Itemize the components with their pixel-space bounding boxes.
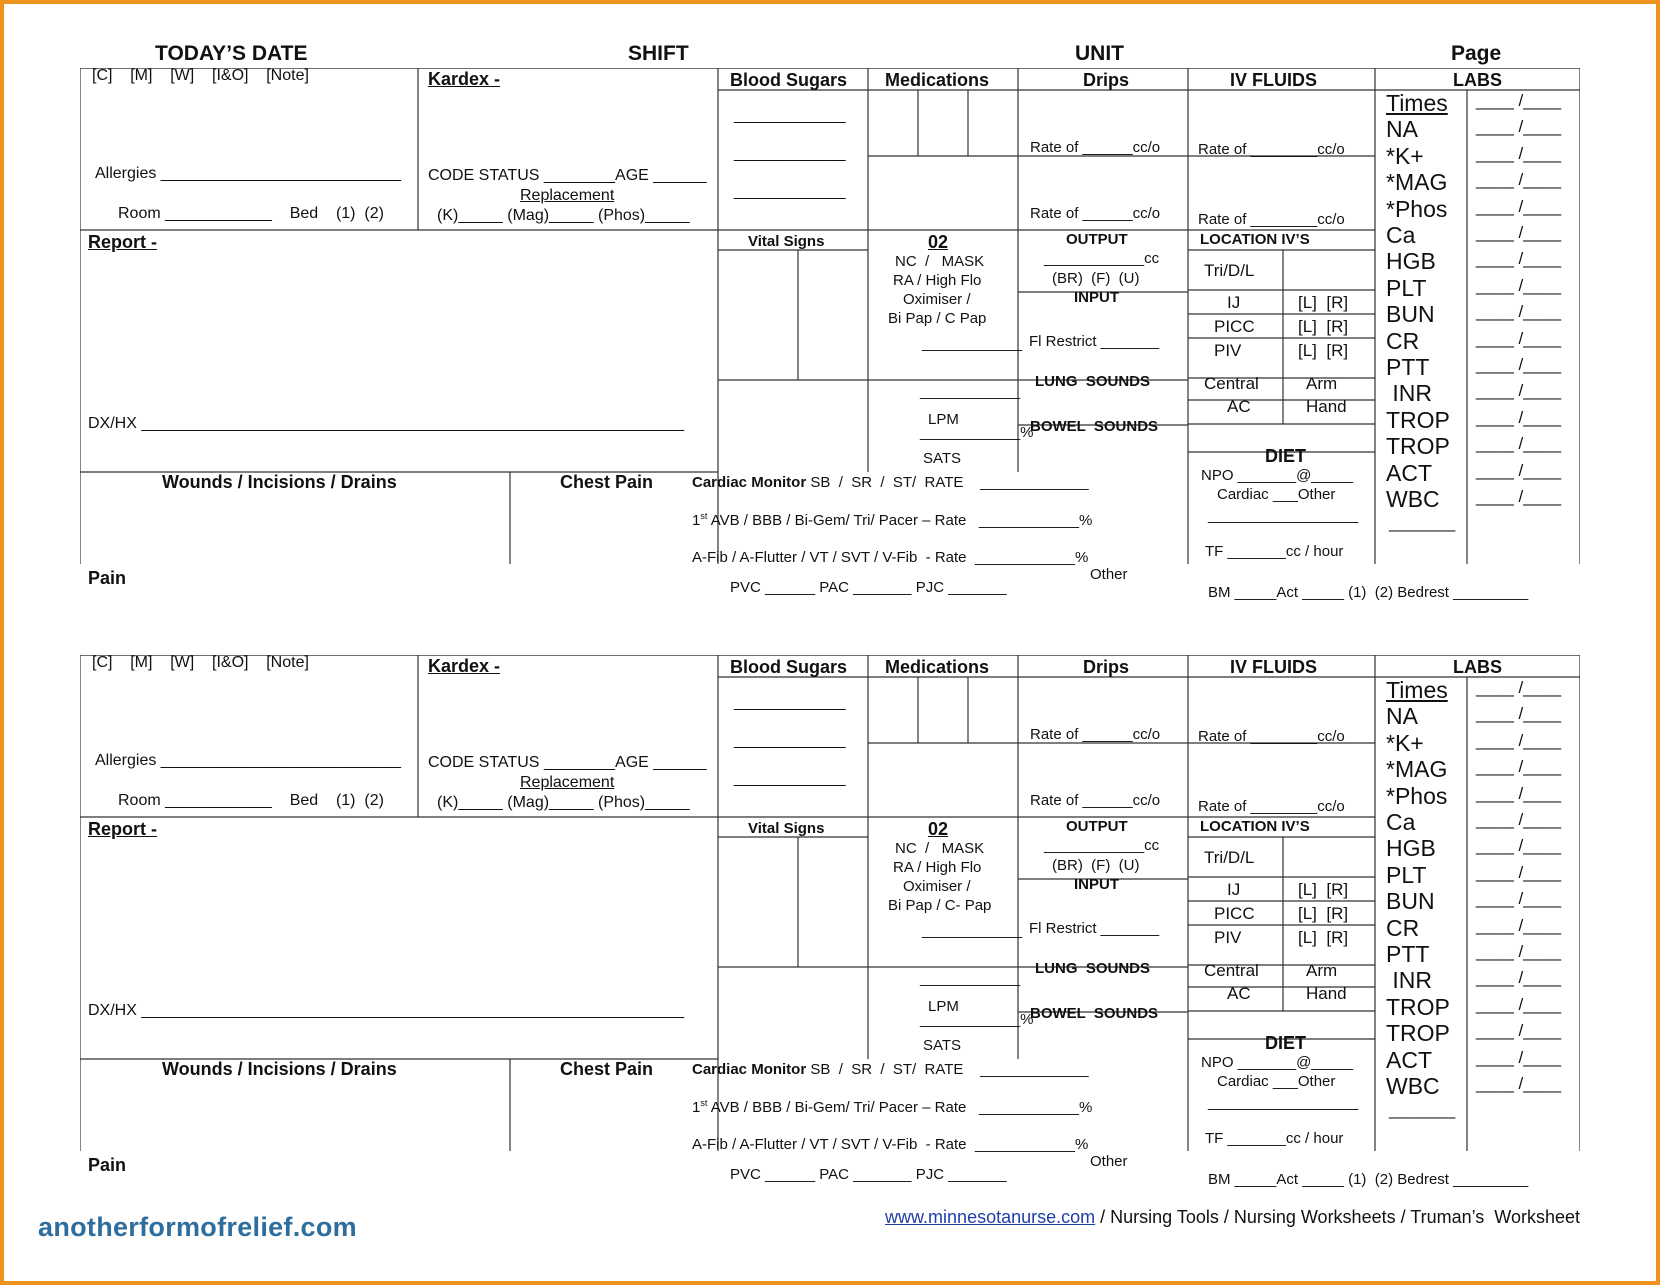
o2-header: 02 [928,232,949,252]
lab-value-slot: ____ /____ [1476,460,1562,480]
lab-value-slot: ____ /____ [1476,302,1562,322]
diet-blank: __________________ [1208,1094,1359,1111]
iv-central: Central [1204,961,1259,980]
diet-header: DIET [1265,1033,1307,1053]
lab-value-slot: ____ /____ [1476,678,1562,697]
lab-ptt: PTT [1386,941,1430,967]
lab-phos: *Phos [1386,195,1448,222]
drip-rate-1: Rate of ______cc/o [1030,139,1161,156]
iv-arm: Arm [1306,374,1338,393]
lab-value-slot: ____ /____ [1476,994,1562,1014]
drips-header: Drips [1083,70,1130,90]
kardex-label: Kardex - [428,656,501,676]
lab-value-slot: ____ /____ [1476,487,1562,506]
iv-site-picc: PICC [1214,317,1255,336]
diet-cardiac: Cardiac ___Other [1217,1073,1336,1090]
lab-na: NA [1386,116,1418,143]
bowel-sounds-label: BOWEL SOUNDS [1030,418,1159,435]
report-label: Report - [88,819,157,839]
output-line: ____________cc [1044,250,1160,267]
lab-plt: PLT [1386,274,1427,301]
o2-line-4: Bi Pap / C Pap [888,310,987,327]
output-types: (BR) (F) (U) [1052,270,1140,287]
diet-header: DIET [1265,446,1307,466]
lab-value-slot: ____ /____ [1476,757,1562,777]
labs-header: LABS [1453,657,1502,677]
diet-cardiac: Cardiac ___Other [1217,486,1336,503]
afib-line: A-Fib / A-Flutter / VT / SVT / V-Fib - Rate ____________% [692,1136,1089,1153]
output-header: OUTPUT [1066,818,1128,835]
pvc-pac-pjc-line: PVC ______ PAC _______ PJC _______ [730,579,1007,596]
chest-pain-label: Chest Pain [560,472,654,492]
lab-phos: *Phos [1386,782,1448,809]
blood-sugar-blank: ______________ [734,732,845,749]
iv-hand: Hand [1306,984,1347,1003]
lab-value-slot: ____ /____ [1476,810,1562,829]
pvc-pac-pjc-line: PVC ______ PAC _______ PJC _______ [730,1166,1007,1183]
lab-value-slot: ____ /____ [1476,1074,1562,1093]
lab-value-slot: ____ /____ [1476,968,1562,988]
drip-rate-1: Rate of ______cc/o [1030,726,1161,743]
lab-mag: *MAG [1386,169,1448,196]
blood-sugar-blank: ______________ [734,145,845,162]
lpm-blank: ____________ [920,383,1021,400]
lab-value-slot: ____ /____ [1476,275,1562,295]
room-bed-line: Room ____________ Bed (1) (2) [118,792,384,809]
iv-rate-1: Rate of ________cc/o [1198,728,1345,745]
chest-pain-label: Chest Pain [560,1059,654,1079]
lung-sounds-label: LUNG SOUNDS [1035,960,1151,977]
flags-row: [C] [M] [W] [I&O] [Note] [92,654,309,671]
electrolyte-line: (K)_____ (Mag)_____ (Phos)_____ [437,794,690,811]
lab-value-slot: ____ /____ [1476,381,1562,401]
lab-wbc: WBC [1386,486,1440,512]
lab-extra-blank: _______ [1389,1100,1456,1119]
lab-value-slot: ____ /____ [1476,836,1562,856]
dx-hx-line: DX/HX _____________________________________________________________ [88,1002,685,1019]
todays-date-label: TODAY’S DATE [155,42,308,65]
source-link[interactable]: www.minnesotanurse.com [885,1207,1096,1227]
iv-ac: AC [1227,397,1251,416]
blood-sugars-header: Blood Sugars [730,657,848,677]
drips-header: Drips [1083,657,1130,677]
avb-line: 1st AVB / BBB / Bi-Gem/ Tri/ Pacer – Rate ____________% [692,511,1093,529]
lab-bun: BUN [1386,888,1435,915]
bm-bedrest-line: BM _____Act _____ (1) (2) Bedrest _________ [1208,1171,1529,1188]
lab-times: Times [1386,677,1448,703]
o2-line-4: Bi Pap / C- Pap [888,897,992,914]
lab-plt: PLT [1386,861,1427,888]
input-header: INPUT [1074,876,1119,893]
o2-line-3: Oximiser / [903,291,971,308]
room-bed-line: Room ____________ Bed (1) (2) [118,205,384,222]
brand-watermark: anotherformofrelief.com [38,1212,357,1242]
worksheet-2 [80,655,1580,1225]
lab-value-slot: ____ /____ [1476,170,1562,190]
o2-lpm: LPM [928,411,959,428]
afib-line: A-Fib / A-Flutter / VT / SVT / V-Fib - Rate ____________% [692,549,1089,566]
iv-side-select: [L] [R] [1298,928,1349,947]
iv-site-piv: PIV [1214,341,1242,360]
lab-value-slot: ____ /____ [1476,196,1562,216]
lab-value-slot: ____ /____ [1476,889,1562,909]
o2-lpm: LPM [928,998,959,1015]
lab-value-slot: ____ /____ [1476,434,1562,454]
lab-times: Times [1386,90,1448,116]
flags-row: [C] [M] [W] [I&O] [Note] [92,67,309,84]
input-header: INPUT [1074,289,1119,306]
other-label: Other [1090,566,1128,583]
lab-value-slot: ____ /____ [1476,117,1562,137]
worksheet-1 [80,68,1580,638]
lab-k: *K+ [1386,729,1424,756]
iv-site-piv: PIV [1214,928,1242,947]
lab-value-slot: ____ /____ [1476,862,1562,882]
location-ivs-header: LOCATION IV’S [1200,231,1310,248]
lab-ca: Ca [1386,809,1416,835]
wounds-label: Wounds / Incisions / Drains [162,472,397,492]
lab-bun: BUN [1386,301,1435,328]
cardiac-monitor-label: Cardiac Monitor [692,1061,807,1078]
report-label: Report - [88,232,157,252]
labs-header: LABS [1453,70,1502,90]
drip-rate-2: Rate of ______cc/o [1030,205,1161,222]
replacement-label: Replacement [520,774,615,791]
lab-k: *K+ [1386,142,1424,169]
lab-mag: *MAG [1386,756,1448,783]
o2-line-2: RA / High Flo [893,859,982,876]
lab-value-slot: ____ /____ [1476,942,1562,961]
iv-side-select: [L] [R] [1298,880,1349,899]
lab-value-slot: ____ /____ [1476,915,1562,935]
lab-trop: TROP [1386,406,1450,433]
o2-sats: SATS [923,450,962,467]
lab-value-slot: ____ /____ [1476,328,1562,348]
iv-rate-1: Rate of ________cc/o [1198,141,1345,158]
iv-site-ij: IJ [1227,880,1241,899]
lab-inr: INR [1386,380,1432,407]
cardiac-monitor-options: SB / SR / ST/ RATE _____________ [806,474,1089,491]
blood-sugar-blank: ______________ [734,183,845,200]
lab-trop: TROP [1386,993,1450,1020]
medications-header: Medications [885,657,990,677]
lab-wbc: WBC [1386,1073,1440,1099]
cardiac-monitor-label: Cardiac Monitor [692,474,807,491]
lab-value-slot: ____ /____ [1476,1021,1562,1041]
dx-hx-line: DX/HX _____________________________________________________________ [88,415,685,432]
replacement-label: Replacement [520,187,615,204]
lab-value-slot: ____ /____ [1476,223,1562,242]
o2-blank: ____________ [922,335,1023,352]
allergies-line: Allergies ___________________________ [95,752,402,769]
lab-cr: CR [1386,914,1420,941]
diet-npo: NPO _______@_____ [1201,1054,1354,1071]
pain-label: Pain [88,1155,127,1175]
iv-site-picc: PICC [1214,904,1255,923]
lab-trop: TROP [1386,1020,1450,1047]
electrolyte-line: (K)_____ (Mag)_____ (Phos)_____ [437,207,690,224]
iv-fluids-header: IV FLUIDS [1230,70,1318,90]
code-status-line: CODE STATUS ________AGE ______ [428,754,707,771]
lab-cr: CR [1386,327,1420,354]
diet-tf: TF _______cc / hour [1205,1130,1344,1147]
lung-sounds-label: LUNG SOUNDS [1035,373,1151,390]
o2-line-3: Oximiser / [903,878,971,895]
lab-trop: TROP [1386,433,1450,460]
lab-value-slot: ____ /____ [1476,91,1562,110]
shift-label: SHIFT [628,42,689,65]
iv-side-select: [L] [R] [1298,317,1349,336]
iv-central: Central [1204,374,1259,393]
lab-act: ACT [1386,1046,1432,1073]
o2-line-1: NC / MASK [895,253,985,270]
avb-line: 1st AVB / BBB / Bi-Gem/ Tri/ Pacer – Rate ____________% [692,1098,1093,1116]
lab-value-slot: ____ /____ [1476,407,1562,427]
vital-signs-header: Vital Signs [748,820,825,837]
footer-path: / Nursing Tools / Nursing Worksheets / Truman’s Worksheet [1095,1207,1580,1227]
cardiac-monitor-options: SB / SR / ST/ RATE _____________ [806,1061,1089,1078]
iv-ac: AC [1227,984,1251,1003]
iv-tri-d-l: Tri/D/L [1204,848,1255,867]
o2-line-2: RA / High Flo [893,272,982,289]
lab-inr: INR [1386,967,1432,994]
pain-label: Pain [88,568,127,588]
kardex-label: Kardex - [428,69,501,89]
lab-hgb: HGB [1386,835,1436,862]
bm-bedrest-line: BM _____Act _____ (1) (2) Bedrest _________ [1208,584,1529,601]
iv-side-select: [L] [R] [1298,904,1349,923]
blood-sugars-header: Blood Sugars [730,70,848,90]
iv-site-ij: IJ [1227,293,1241,312]
lab-ptt: PTT [1386,354,1430,380]
code-status-line: CODE STATUS ________AGE ______ [428,167,707,184]
lab-value-slot: ____ /____ [1476,704,1562,724]
lab-value-slot: ____ /____ [1476,730,1562,750]
o2-sats: SATS [923,1037,962,1054]
lab-ca: Ca [1386,222,1416,248]
iv-side-select: [L] [R] [1298,293,1349,312]
diet-npo: NPO _______@_____ [1201,467,1354,484]
lpm-blank: ____________ [920,970,1021,987]
o2-header: 02 [928,819,949,839]
cardiac-monitor-line [692,1062,1089,1077]
lab-value-slot: ____ /____ [1476,1047,1562,1067]
other-label: Other [1090,1153,1128,1170]
output-line: ____________cc [1044,837,1160,854]
output-header: OUTPUT [1066,231,1128,248]
diet-blank: __________________ [1208,507,1359,524]
blood-sugar-blank: ______________ [734,770,845,787]
sats-blank: ____________% [920,1011,1034,1028]
fluid-restrict-line: Fl Restrict _______ [1029,920,1160,937]
iv-tri-d-l: Tri/D/L [1204,261,1255,280]
lab-na: NA [1386,703,1418,730]
lab-value-slot: ____ /____ [1476,143,1562,163]
o2-line-1: NC / MASK [895,840,985,857]
fluid-restrict-line: Fl Restrict _______ [1029,333,1160,350]
lab-value-slot: ____ /____ [1476,355,1562,374]
wounds-label: Wounds / Incisions / Drains [162,1059,397,1079]
drip-rate-2: Rate of ______cc/o [1030,792,1161,809]
blood-sugar-blank: ______________ [734,694,845,711]
iv-fluids-header: IV FLUIDS [1230,657,1318,677]
lab-act: ACT [1386,459,1432,486]
page-label: Page [1451,42,1502,65]
lab-value-slot: ____ /____ [1476,783,1562,803]
cardiac-monitor-line [692,475,1089,490]
iv-side-select: [L] [R] [1298,341,1349,360]
lab-value-slot: ____ /____ [1476,249,1562,269]
unit-label: UNIT [1075,42,1124,65]
iv-hand: Hand [1306,397,1347,416]
medications-header: Medications [885,70,990,90]
blood-sugar-blank: ______________ [734,107,845,124]
location-ivs-header: LOCATION IV’S [1200,818,1310,835]
diet-tf: TF _______cc / hour [1205,543,1344,560]
lab-extra-blank: _______ [1389,513,1456,532]
lab-hgb: HGB [1386,248,1436,275]
output-types: (BR) (F) (U) [1052,857,1140,874]
iv-rate-2: Rate of ________cc/o [1198,211,1345,228]
footer-credit [885,1207,1580,1228]
allergies-line: Allergies ___________________________ [95,165,402,182]
o2-blank: ____________ [922,922,1023,939]
bowel-sounds-label: BOWEL SOUNDS [1030,1005,1159,1022]
iv-rate-2: Rate of ________cc/o [1198,798,1345,815]
vital-signs-header: Vital Signs [748,233,825,250]
sats-blank: ____________% [920,424,1034,441]
iv-arm: Arm [1306,961,1338,980]
